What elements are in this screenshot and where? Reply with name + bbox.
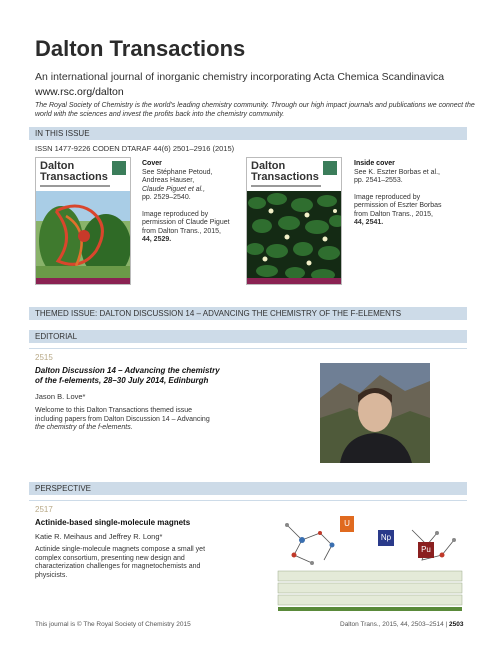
inside-cover-image [246,157,342,285]
journal-url[interactable]: www.rsc.org/dalton [35,86,124,98]
editorial-title[interactable]: Dalton Discussion 14 – Advancing the chemistry of the f-elements, 28–30 July 2014, Edinburgh [35,366,220,385]
periodic-table [278,571,462,605]
journal-title: Dalton Transactions [35,36,246,61]
themed-issue-header: THEMED ISSUE: DALTON DISCUSSION 14 – ADVANCING THE CHEMISTRY OF THE F-ELEMENTS [29,307,467,320]
inside-cover-label: Inside cover [354,160,395,167]
journal-blurb: The Royal Society of Chemistry is the world’s leading chemistry community. Through our high impact journals and publications we connect the world with the sciences and invest the profits back into the chemistry community. [35,102,475,118]
cover-badge-icon [112,161,126,175]
issn-line: ISSN 1477-9226 CODEN DTARAF 44(6) 2501–2916 (2015) [35,144,235,153]
cover-journal-title: Dalton Transactions [40,160,108,183]
journal-subtitle: An international journal of inorganic chemistry incorporating Acta Chemica Scandinavica [35,71,445,83]
inside-cover-footer-band [247,278,341,284]
element-box-pu: Pu [418,542,434,558]
cover-label: Cover [142,160,162,167]
perspective-authors: Katie R. Meihaus and Jeffrey R. Long* [35,532,163,541]
inside-cover-journal-title: Dalton Transactions [251,160,319,183]
perspective-title[interactable]: Actinide-based single-molecule magnets [35,518,191,527]
author-photo [320,363,430,463]
cover-footer-band [36,278,130,284]
editorial-rule [29,348,467,349]
footer-page-number: 2503 [449,621,464,628]
editorial-abstract: Welcome to this Dalton Transactions themed issue including papers from Dalton Discussion 14 – Advancing the chemistry of the f-elements. [35,407,210,431]
inside-cover-badge-icon [323,161,337,175]
editorial-authors: Jason B. Love* [35,392,86,401]
perspective-graphic [272,505,468,611]
inside-cover-artwork [247,191,342,280]
footer-citation: Dalton Trans., 2015, 44, 2503–2514 | 2503 [340,621,464,628]
element-box-np: Np [378,530,394,546]
cover-subtitle-line [40,185,110,187]
perspective-page-number: 2517 [35,505,53,514]
inside-cover-caption: Inside cover See K. Eszter Borbas et al., pp. 2541–2553. Image reproduced by permission of Eszter Borbas from Dalton Trans., 2015, 44, 2541. [354,160,442,226]
perspective-rule [29,500,467,501]
cover-artwork [36,191,131,280]
perspective-abstract: Actinide single-molecule magnets compose a small yet complex consortium, presenting new design and characterization challenges for magnetochemists and physicists. [35,546,206,579]
editorial-header: EDITORIAL [29,330,467,343]
cover-caption: Cover See Stéphane Petoud, Andreas Hauser, Claude Piguet et al., pp. 2529–2540. Image reproduced by permission of Claude Piguet from Dalton Trans., 2015, 44, 2529. [142,160,230,243]
inside-cover-subtitle-line [251,185,321,187]
footer-copyright: This journal is © The Royal Society of Chemistry 2015 [35,621,191,628]
in-this-issue-header: IN THIS ISSUE [29,127,467,140]
cover-image [35,157,131,285]
editorial-page-number: 2515 [35,353,53,362]
perspective-header: PERSPECTIVE [29,482,467,495]
element-box-u: U [340,516,354,532]
